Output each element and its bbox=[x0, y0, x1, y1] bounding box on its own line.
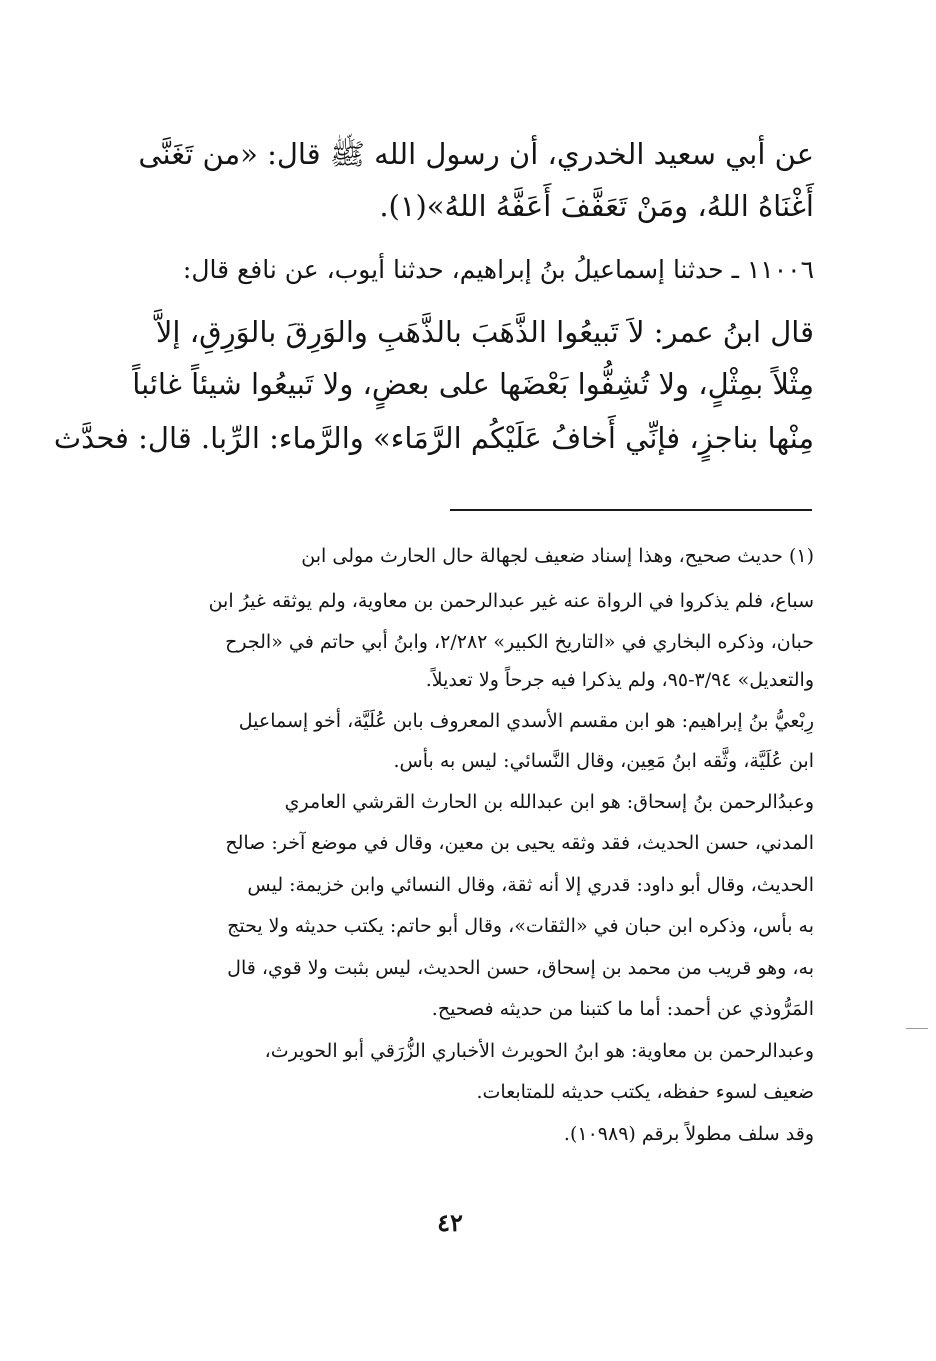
main-text-line-6: مِنْها بناجزٍ، فإنِّي أَخافُ عَلَيْكُم الرَّمَاء» والرَّماء: الرِّبا. قال: فحدَّث bbox=[53, 421, 814, 455]
footnote-line-10: به بأس، وذكره ابن حبان في «الثقات»، وقال أبو حاتم: يكتب حديثه ولا يحتج bbox=[227, 915, 814, 937]
hadith-chain-line: ١١٠٠٦ ـ حدثنا إسماعيلُ بنُ إبراهيم، حدثنا أيوب، عن نافع قال: bbox=[182, 255, 814, 284]
footnote-line-14: ضعيف لسوء حفظه، يكتب حديثه للمتابعات. bbox=[476, 1081, 814, 1103]
main-text-line-5: مِثْلاً بمِثْلٍ، ولا تُشِفُّوا بَعْضَها على بعضٍ، ولا تَبيعُوا شيئاً غائباً bbox=[132, 367, 814, 401]
main-text-line-2: أَغْنَاهُ اللهُ، ومَنْ تَعَفَّفَ أَعَفَّهُ اللهُ»(١). bbox=[379, 189, 814, 223]
footnote-separator bbox=[450, 509, 812, 511]
footnote-line-11: به، وهو قريب من محمد بن إسحاق، حسن الحديث، ليس بثبت ولا قوي، قال bbox=[227, 957, 814, 979]
main-text-line-1: عن أبي سعيد الخدري، أن رسول الله ﷺ قال: «من تَغَنَّى bbox=[138, 137, 814, 171]
footnote-line-2: سباع، فلم يذكروا في الرواة عنه غير عبدالرحمن بن معاوية، ولم يوثقه غيرُ ابن bbox=[208, 590, 814, 612]
page-number: ٤٢ bbox=[437, 1208, 463, 1237]
footnote-line-15: وقد سلف مطولاً برقم (١٠٩٨٩). bbox=[563, 1123, 814, 1145]
footnote-line-3: حبان، وذكره البخاري في «التاريخ الكبير» ٢/٢٨٢، وابنُ أبي حاتم في «الجرح bbox=[225, 631, 814, 653]
footnote-line-5: رِبْعيُّ بنُ إبراهيم: هو ابن مقسم الأسدي المعروف بابن عُلَيَّة، أخو إسماعيل bbox=[238, 710, 814, 732]
footnote-line-8: المدني، حسن الحديث، فقد وثقه يحيى بن معين، وقال في موضع آخر: صالح bbox=[225, 832, 814, 854]
footnote-line-1: (١) حديث صحيح، وهذا إسناد ضعيف لجهالة حال الحارث مولى ابن bbox=[301, 545, 814, 567]
footnote-line-4: والتعديل» ٣/٩٤-٩٥، ولم يذكرا فيه جرحاً ولا تعديلاً. bbox=[425, 669, 814, 691]
footnote-line-7: وعبدُالرحمن بنُ إسحاق: هو ابن عبدالله بن الحارث القرشي العامري bbox=[284, 791, 814, 813]
footnote-line-9: الحديث، وقال أبو داود: قدري إلا أنه ثقة، وقال النسائي وابن خزيمة: ليس bbox=[247, 874, 814, 896]
footnote-line-12: المَرُّوذي عن أحمد: أما ما كتبنا من حديثه فصحيح. bbox=[431, 998, 814, 1020]
footnote-line-13: وعبدالرحمن بن معاوية: هو ابنُ الحويرث الأخباري الزُّرَقي أبو الحويرث، bbox=[264, 1040, 814, 1062]
margin-mark bbox=[906, 1028, 928, 1029]
footnote-line-6: ابن عُلَيَّة، وثَّقه ابنُ مَعِين، وقال النَّسائي: ليس به بأس. bbox=[393, 750, 814, 772]
main-text-line-4: قال ابنُ عمر: لاَ تَبيعُوا الذَّهَبَ بالذَّهَبِ والوَرِقَ بالوَرِقِ، إلاَّ bbox=[155, 315, 814, 349]
